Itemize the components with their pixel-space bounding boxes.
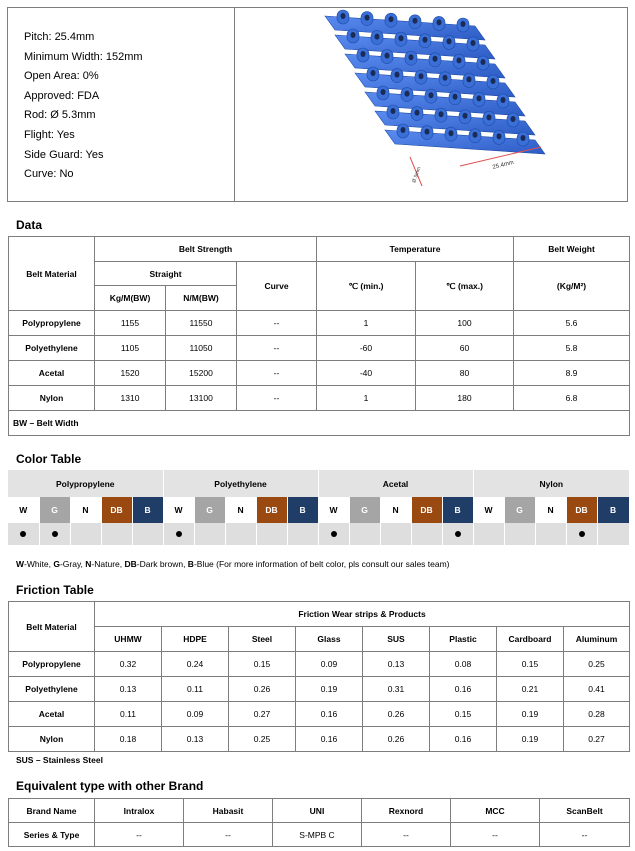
availability-cell [8,523,39,545]
availability-cell [39,523,70,545]
friction-table-title: Friction Table [16,583,94,597]
swatch-gray: G [349,497,380,523]
swatch-dark-brown: DB [411,497,442,523]
brand-intralox: Intralox [95,799,184,823]
availability-cell [132,523,163,545]
friction-col-uhmw: UHMW [95,627,162,652]
swatch-nature: N [225,497,256,523]
friction-col-cardboard: Cardboard [497,627,564,652]
availability-dot [52,531,58,537]
table-row: Polypropylene 1155 11550 -- 1 100 5.6 [9,311,630,336]
table-row: Polypropylene 0.32 0.24 0.15 0.09 0.13 0.08 0.15 0.25 [9,652,630,677]
swatch-dark-brown: DB [101,497,132,523]
belt-body [325,10,545,154]
availability-dot [579,531,585,537]
temperature-header: Temperature [317,237,514,262]
availability-cell [287,523,318,545]
friction-table [8,601,630,752]
swatch-blue: B [287,497,318,523]
color-legend: W-White, G-Gray, N-Nature, DB-Dark brown, B-Blue (For more information of belt color, pls consult our sales team) [16,559,450,569]
friction-footnote: SUS – Stainless Steel [16,755,103,765]
spec-open-area: Open Area: 0% [24,70,99,83]
brand-uni: UNI [273,799,362,823]
availability-cell [473,523,504,545]
friction-col-aluminum: Aluminum [564,627,630,652]
availability-cell [225,523,256,545]
availability-cell [504,523,535,545]
color-group-nylon: Nylon [473,470,629,497]
table-row: Nylon 1310 13100 -- 1 180 6.8 [9,386,630,411]
dimension-a-label: 25.4mm [492,159,515,171]
availability-cell [163,523,194,545]
brand-rexnord: Rexnord [362,799,451,823]
spec-panel [7,7,628,202]
friction-group-header: Friction Wear strips & Products [95,602,630,627]
spec-pitch: Pitch: 25.4mm [24,31,95,43]
data-footnote: BW – Belt Width [9,411,630,436]
swatch-gray: G [194,497,225,523]
tmax-header: ℃ (max.) [416,262,514,311]
swatch-blue: B [597,497,629,523]
availability-dot [20,531,26,537]
availability-dot [331,531,337,537]
availability-cell [318,523,349,545]
swatch-white: W [8,497,39,523]
availability-cell [380,523,411,545]
swatch-white: W [163,497,194,523]
color-group-polypropylene: Polypropylene [8,470,163,497]
color-group-acetal: Acetal [318,470,473,497]
availability-cell [349,523,380,545]
belt-material-header: Belt Material [9,237,95,311]
brand-name-header: Brand Name [9,799,95,823]
friction-col-steel: Steel [229,627,296,652]
table-row: Polyethylene 0.13 0.11 0.26 0.19 0.31 0.16 0.21 0.41 [9,677,630,702]
friction-col-hdpe: HDPE [162,627,229,652]
spec-min-width: Minimum Width: 152mm [24,50,143,63]
modular-belt-illustration [235,8,627,201]
color-table-title: Color Table [16,452,82,466]
availability-dot [176,531,182,537]
kg-header: Kg/M(BW) [95,286,166,311]
swatch-row [8,497,629,523]
spec-curve: Curve: No [24,168,74,181]
brand-habasit: Habasit [184,799,273,823]
availability-cell [597,523,629,545]
swatch-gray: G [504,497,535,523]
table-row: Acetal 0.11 0.09 0.27 0.16 0.26 0.15 0.19 0.28 [9,702,630,727]
friction-col-plastic: Plastic [430,627,497,652]
availability-cell [70,523,101,545]
availability-cell [566,523,597,545]
table-row: Polyethylene 1105 11050 -- -60 60 5.8 [9,336,630,361]
belt-weight-header: Belt Weight [514,237,630,262]
friction-belt-material-header: Belt Material [9,602,95,652]
availability-cell [256,523,287,545]
availability-cell [101,523,132,545]
brand-scanbelt: ScanBelt [540,799,630,823]
weight-unit-header: (Kg/M²) [514,262,630,311]
swatch-white: W [318,497,349,523]
swatch-dark-brown: DB [256,497,287,523]
spec-side-guard: Side Guard: Yes [24,148,104,161]
equivalent-title: Equivalent type with other Brand [16,779,204,793]
swatch-nature: N [70,497,101,523]
spec-approved: Approved: FDA [24,89,100,102]
brand-mcc: MCC [451,799,540,823]
spec-flight: Flight: Yes [24,128,75,141]
swatch-nature: N [535,497,566,523]
spec-rod: Rod: Ø 5.3mm [24,109,96,122]
table-row: Acetal 1520 15200 -- -40 80 8.9 [9,361,630,386]
data-table [8,236,630,436]
table-row: Nylon 0.18 0.13 0.25 0.16 0.26 0.16 0.19 0.27 [9,727,630,752]
color-group-polyethylene: Polyethylene [163,470,318,497]
table-row: Series & Type -- -- S-MPB C -- -- -- [9,823,630,847]
swatch-blue: B [442,497,473,523]
dimension-b-label: Ø 5mm [411,166,423,184]
availability-cell [411,523,442,545]
swatch-nature: N [380,497,411,523]
swatch-gray: G [39,497,70,523]
spec-list [8,8,235,201]
color-table [8,470,630,545]
belt-image [235,8,627,201]
availability-cell [194,523,225,545]
availability-row [8,523,629,545]
dimension-marks [410,147,541,186]
equivalent-table [8,798,630,847]
swatch-blue: B [132,497,163,523]
swatch-dark-brown: DB [566,497,597,523]
tmin-header: ℃ (min.) [317,262,416,311]
data-title: Data [16,218,43,232]
belt-strength-header: Belt Strength [95,237,317,262]
series-type-label: Series & Type [9,823,95,847]
friction-col-glass: Glass [296,627,363,652]
swatch-white: W [473,497,504,523]
availability-dot [455,531,461,537]
curve-header: Curve [237,262,317,311]
friction-col-sus: SUS [363,627,430,652]
straight-header: Straight [95,262,237,286]
nm-header: N/M(BW) [166,286,237,311]
availability-cell [442,523,473,545]
availability-cell [535,523,566,545]
